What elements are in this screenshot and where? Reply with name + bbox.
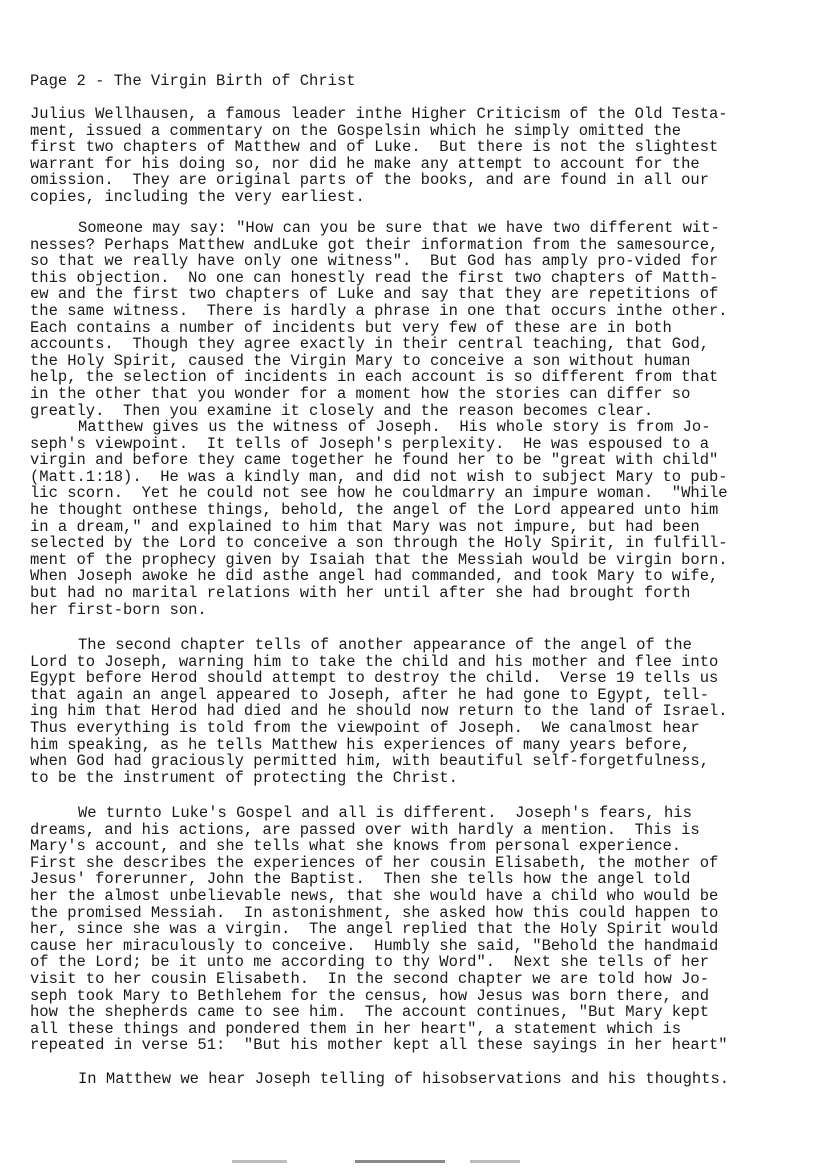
paragraph-4-line: Thus everything is told from the viewpoint of Joseph. We canalmost hear [30,719,700,737]
paragraph-4-line: that again an angel appeared to Joseph, after he had gone to Egypt, tell- [30,685,710,704]
paragraph-4-line: Lord to Joseph, warning him to take the child and his mother and flee into [30,652,719,671]
paragraph-2-line: so that we really have only one witness". But God has amply pro-vided for [30,252,719,271]
paragraph-2-line: help, the selection of incidents in each account is so different from that [30,368,719,387]
paragraph-1-line: ment, issued a commentary on the Gospelsin which he simply omitted the [30,121,682,140]
paragraph-3-line: lic scorn. Yet he could not see how he couldmarry an impure woman. "While [30,484,728,503]
scan-smudge [355,1160,445,1163]
paragraph-2-line: accounts. Though they agree exactly in their central teaching, that God, [30,335,710,354]
paragraph-1-line: Julius Wellhausen, a famous leader inthe Higher Criticism of the Old Testa- [30,105,728,123]
paragraph-5-line: Mary's account, and she tells what she knows from personal experience. [30,837,682,856]
paragraph-5-line: seph took Mary to Bethlehem for the census, how Jesus was born there, and [30,986,710,1005]
paragraph-4-line: when God had graciously permitted him, with beautiful self-forgetfulness, [30,752,710,771]
paragraph-6-line: In Matthew we hear Joseph telling of hisobservations and his thoughts. [78,1070,730,1088]
paragraph-1-line: omission. They are original parts of the books, and are found in all our [30,171,710,190]
paragraph-3-line: he thought onthese things, behold, the angel of the Lord appeared unto him [30,501,719,519]
paragraph-3-line: Matthew gives us the witness of Joseph. His whole story is from Jo- [78,418,711,436]
paragraph-3-line: her first-born son. [30,600,207,619]
paragraph-2-line: the same witness. There is hardly a phrase in one that occurs inthe other. [30,302,728,320]
paragraph-4-line: ing him that Herod had died and he should now return to the land of Israel. [30,702,728,721]
paragraph-2-line: nesses? Perhaps Matthew andLuke got their information from the samesource, [30,235,719,254]
paragraph-3-line: virgin and before they came together he found her to be "great with child" [30,451,719,470]
paragraph-5-line: repeated in verse 51: "But his mother kept all these sayings in her heart" [30,1036,728,1055]
paragraph-2-line: the Holy Spirit, caused the Virgin Mary to conceive a son without human [30,351,691,370]
paragraph-3-line: in a dream," and explained to him that Mary was not impure, but had been [30,517,700,536]
scan-smudge [470,1160,520,1163]
paragraph-3-line: ment of the prophecy given by Isaiah that the Messiah would be virgin born. [30,550,728,569]
paragraph-5-line: We turnto Luke's Gospel and all is different. Joseph's fears, his [78,804,692,822]
paragraph-5-line: Jesus' forerunner, John the Baptist. Then she tells how the angel told [30,870,691,889]
paragraph-2-line: Each contains a number of incidents but very few of these are in both [30,318,672,337]
paragraph-5-line: dreams, and his actions, are passed over with hardly a mention. This is [30,820,700,839]
paragraph-3-line: (Matt.1:18). He was a kindly man, and did not wish to subject Mary to pub- [30,467,728,486]
paragraph-5-line: First she describes the experiences of her cousin Elisabeth, the mother of [30,853,719,872]
scan-smudge [232,1160,287,1163]
paragraph-5-line: visit to her cousin Elisabeth. In the second chapter we are told how Jo- [30,970,710,988]
paragraph-1-line: warrant for his doing so, nor did he make any attempt to account for the [30,154,700,173]
paragraph-3-line: seph's viewpoint. It tells of Joseph's perplexity. He was espoused to a [30,434,710,453]
paragraph-2-line: greatly. Then you examine it closely and the reason becomes clear. [30,401,654,420]
paragraph-1-line: first two chapters of Matthew and of Luke. But there is not the slightest [30,138,719,157]
paragraph-5-line: cause her miraculously to conceive. Humbly she said, "Behold the handmaid [30,936,719,955]
paragraph-5-line: her the almost unbelievable news, that she would have a child who would be [30,887,719,905]
page-header: Page 2 - The Virgin Birth of Christ [30,72,356,90]
paragraph-1-line: copies, including the very earliest. [30,188,365,206]
paragraph-3-line: selected by the Lord to conceive a son through the Holy Spirit, in fulfill- [30,534,728,553]
paragraph-2-line: this objection. No one can honestly read the first two chapters of Matth- [30,268,719,287]
paragraph-2-line: in the other that you wonder for a moment how the stories can differ so [30,385,691,403]
paragraph-4-line: him speaking, as he tells Matthew his experiences of many years before, [30,735,691,754]
paragraph-2-line: Someone may say: "How can you be sure that we have two different wit- [78,219,720,237]
paragraph-4-line: Egypt before Herod should attempt to destroy the child. Verse 19 tells us [30,669,719,688]
paragraph-5-line: how the shepherds came to see him. The account continues, "But Mary kept [30,1003,710,1022]
paragraph-5-line: of the Lord; be it unto me according to thy Word". Next she tells of her [30,953,710,972]
paragraph-5-line: all these things and pondered them in her heart", a statement which is [30,1019,682,1038]
paragraph-5-line: her, since she was a virgin. The angel replied that the Holy Spirit would [30,920,719,939]
paragraph-2-line: ew and the first two chapters of Luke and say that they are repetitions of [30,285,719,304]
paragraph-4-line: The second chapter tells of another appearance of the angel of the [78,636,692,654]
paragraph-3-line: but had no marital relations with her until after she had brought forth [30,584,691,602]
paragraph-5-line: the promised Messiah. In astonishment, she asked how this could happen to [30,903,719,922]
paragraph-3-line: When Joseph awoke he did asthe angel had commanded, and took Mary to wife, [30,567,719,586]
paragraph-4-line: to be the instrument of protecting the Christ. [30,768,458,787]
